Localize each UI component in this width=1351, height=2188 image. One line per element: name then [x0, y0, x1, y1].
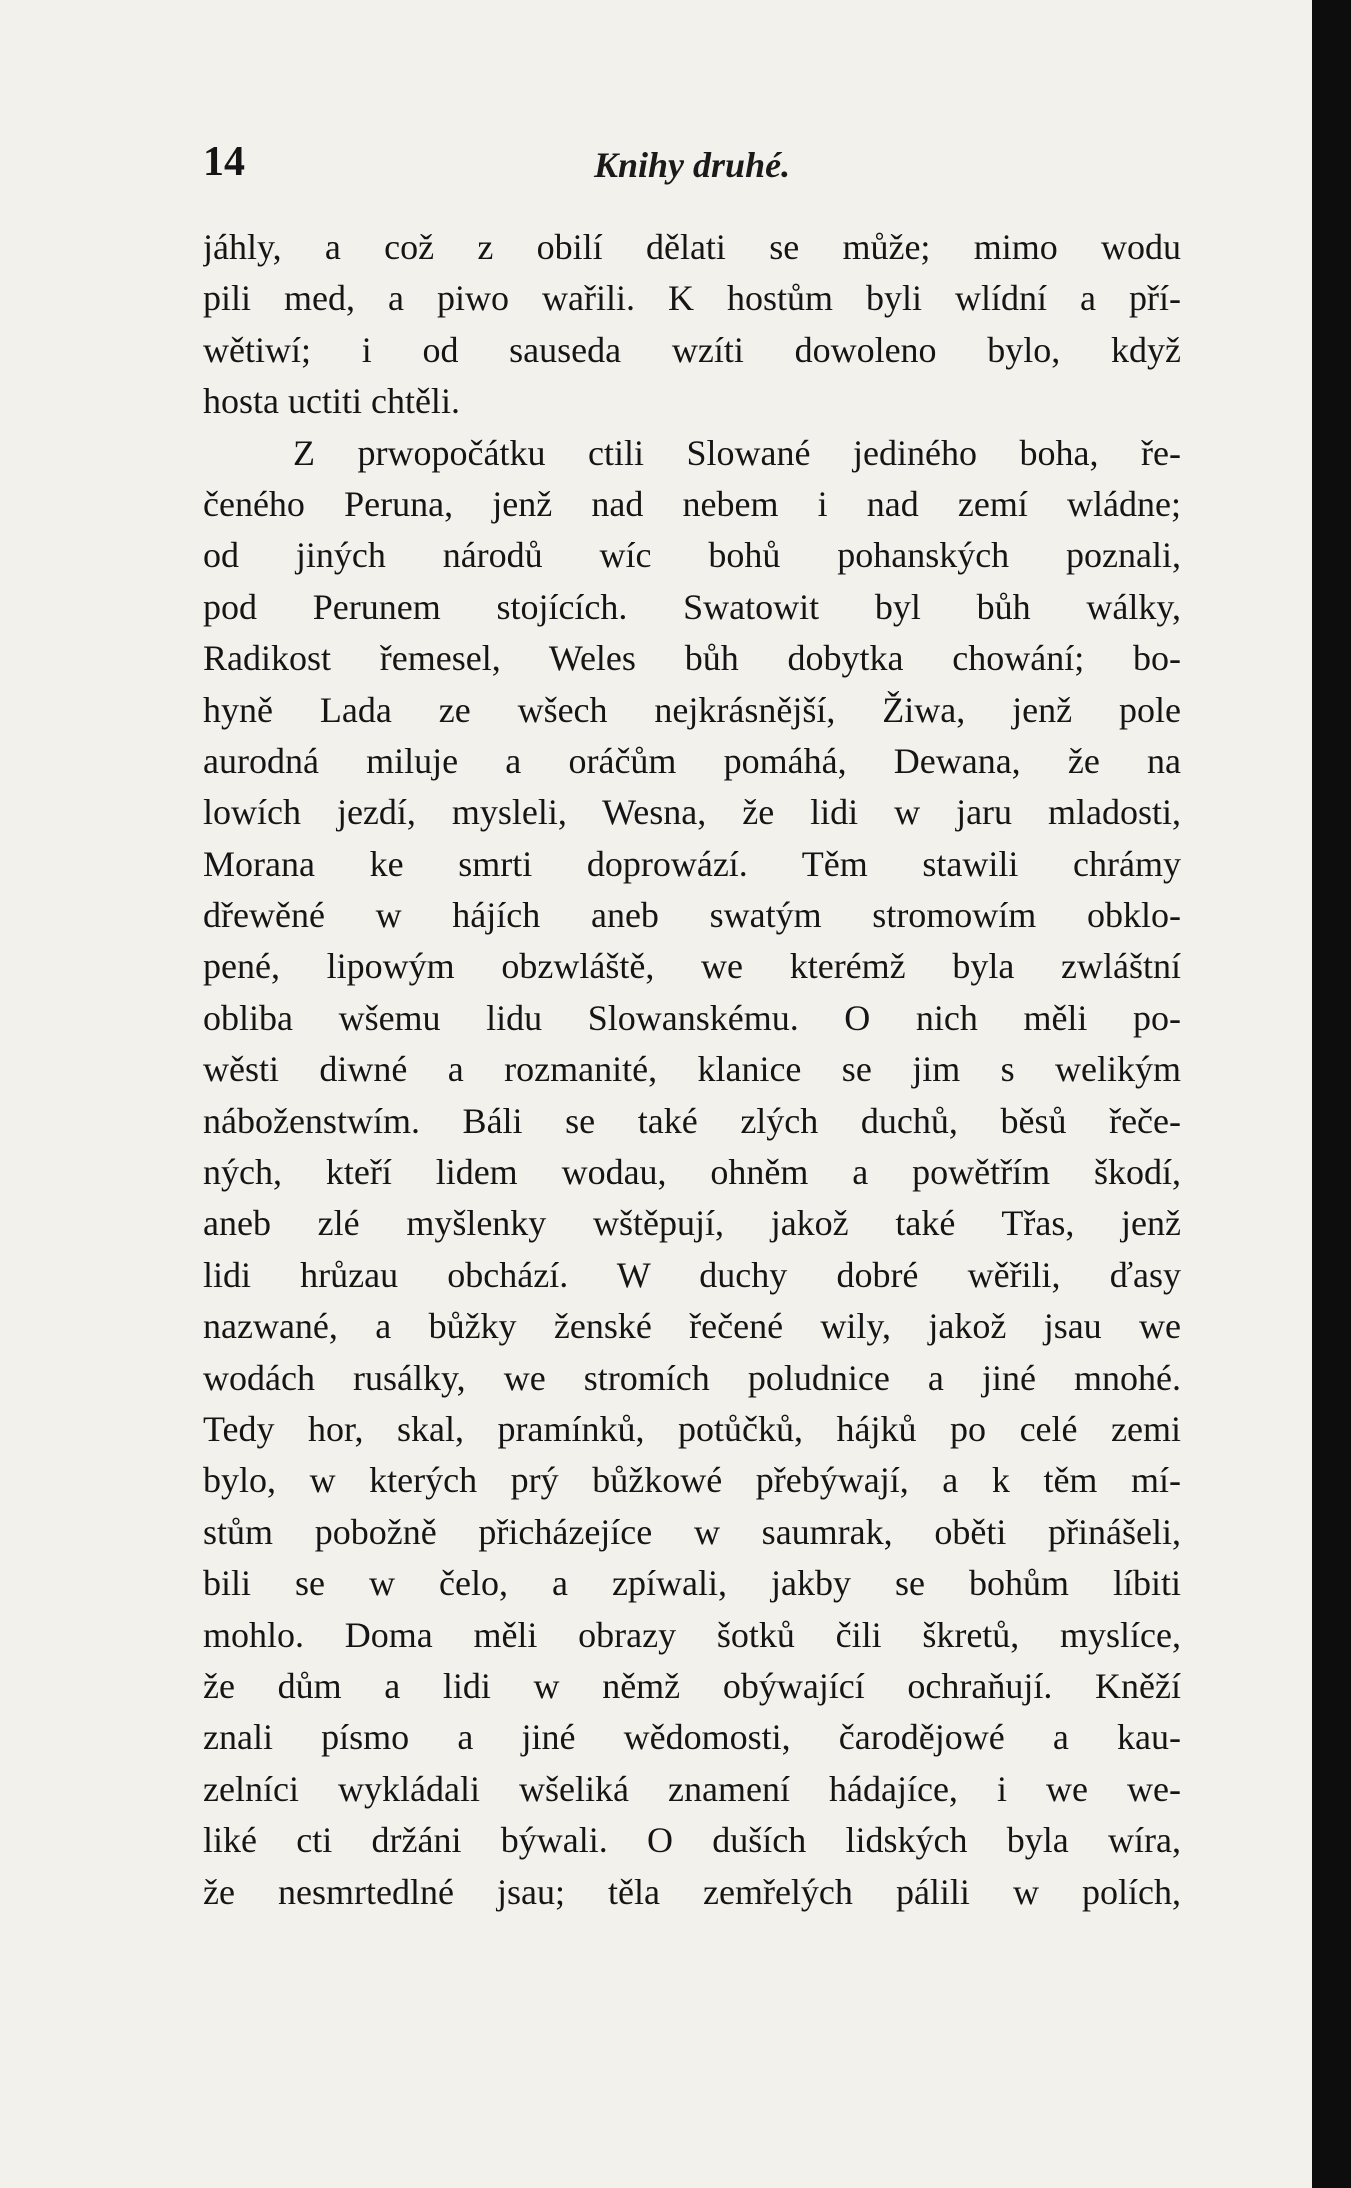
- text-line: Tedy hor, skal, pramínků, potůčků, hájků po celé zemi: [203, 1408, 1181, 1449]
- text-line: že nesmrtedlné jsau; těla zemřelých pálili w polích,: [203, 1871, 1181, 1912]
- text-line: dřewěné w hájích aneb swatým stromowím obklo-: [203, 895, 1181, 936]
- text-line: hyně Lada ze wšech nejkrásnější, Žiwa, jenž pole: [203, 689, 1181, 730]
- text-line: obliba wšemu lidu Slowanskému. O nich měli po-: [203, 997, 1181, 1038]
- text-line: nazwané, a bůžky ženské řečené wily, jakož jsau we: [203, 1306, 1181, 1347]
- text-line: pili med, a piwo wařili. K hostům byli wlídní a pří-: [203, 278, 1181, 319]
- text-line: Z prwopočátku ctili Slowané jediného boha, ře-: [293, 432, 1181, 473]
- running-title: Knihy druhé.: [594, 145, 791, 185]
- page-header: [0, 138, 1312, 188]
- text-line: liké cti držáni býwali. O duších lidských byla wíra,: [203, 1820, 1181, 1861]
- text-line: aneb zlé myšlenky wštěpují, jakož také Třas, jenž: [203, 1203, 1181, 1244]
- scan-dark-edge: [1312, 0, 1351, 2188]
- text-line: wětiwí; i od sauseda wzíti dowoleno bylo, když: [203, 329, 1181, 370]
- text-line: jáhly, a což z obilí dělati se může; mimo wodu: [203, 227, 1181, 267]
- page-number: 14: [203, 139, 245, 185]
- text-line: hosta uctiti chtěli.: [203, 381, 460, 422]
- text-line: wodách rusálky, we stromích poludnice a jiné mnohé.: [203, 1357, 1181, 1398]
- text-line: lowích jezdí, mysleli, Wesna, že lidi w jaru mladosti,: [203, 792, 1181, 833]
- text-line: zelníci wykládali wšeliká znamení hádajíce, i we we-: [203, 1768, 1181, 1809]
- text-line: pené, lipowým obzwláště, we kterémž byla zwláštní: [203, 946, 1181, 987]
- text-line: ných, kteří lidem wodau, ohněm a powětřím škodí,: [203, 1152, 1181, 1193]
- text-line: náboženstwím. Báli se také zlých duchů, běsů řeče-: [203, 1100, 1181, 1141]
- text-line: aurodná miluje a oráčům pomáhá, Dewana, že na: [203, 740, 1181, 781]
- text-line: Morana ke smrti doprowází. Těm stawili chrámy: [203, 843, 1181, 884]
- body-text: [203, 222, 1181, 1918]
- text-line: znali písmo a jiné wědomosti, čarodějowé a kau-: [203, 1717, 1181, 1758]
- text-line: lidi hrůzau obchází. W duchy dobré wěřili, ďasy: [203, 1254, 1181, 1295]
- text-line: pod Perunem stojících. Swatowit byl bůh wálky,: [203, 586, 1181, 627]
- text-line: bylo, w kterých prý bůžkowé přebýwají, a k těm mí-: [203, 1460, 1181, 1501]
- text-line: wěsti diwné a rozmanité, klanice se jim s welikým: [203, 1049, 1181, 1090]
- text-line: stům pobožně přicházejíce w saumrak, oběti přinášeli,: [203, 1511, 1181, 1552]
- text-line: bili se w čelo, a zpíwali, jakby se bohům líbiti: [203, 1563, 1181, 1604]
- text-line: že dům a lidi w němž obýwající ochraňují. Kněží: [203, 1665, 1181, 1706]
- text-line: čeného Peruna, jenž nad nebem i nad zemí wládne;: [203, 483, 1181, 524]
- text-line: Radikost řemesel, Weles bůh dobytka chowání; bo-: [203, 638, 1181, 679]
- text-line: mohlo. Doma měli obrazy šotků čili škretů, myslíce,: [203, 1614, 1181, 1655]
- text-line: od jiných národů wíc bohů pohanských poznali,: [203, 535, 1181, 576]
